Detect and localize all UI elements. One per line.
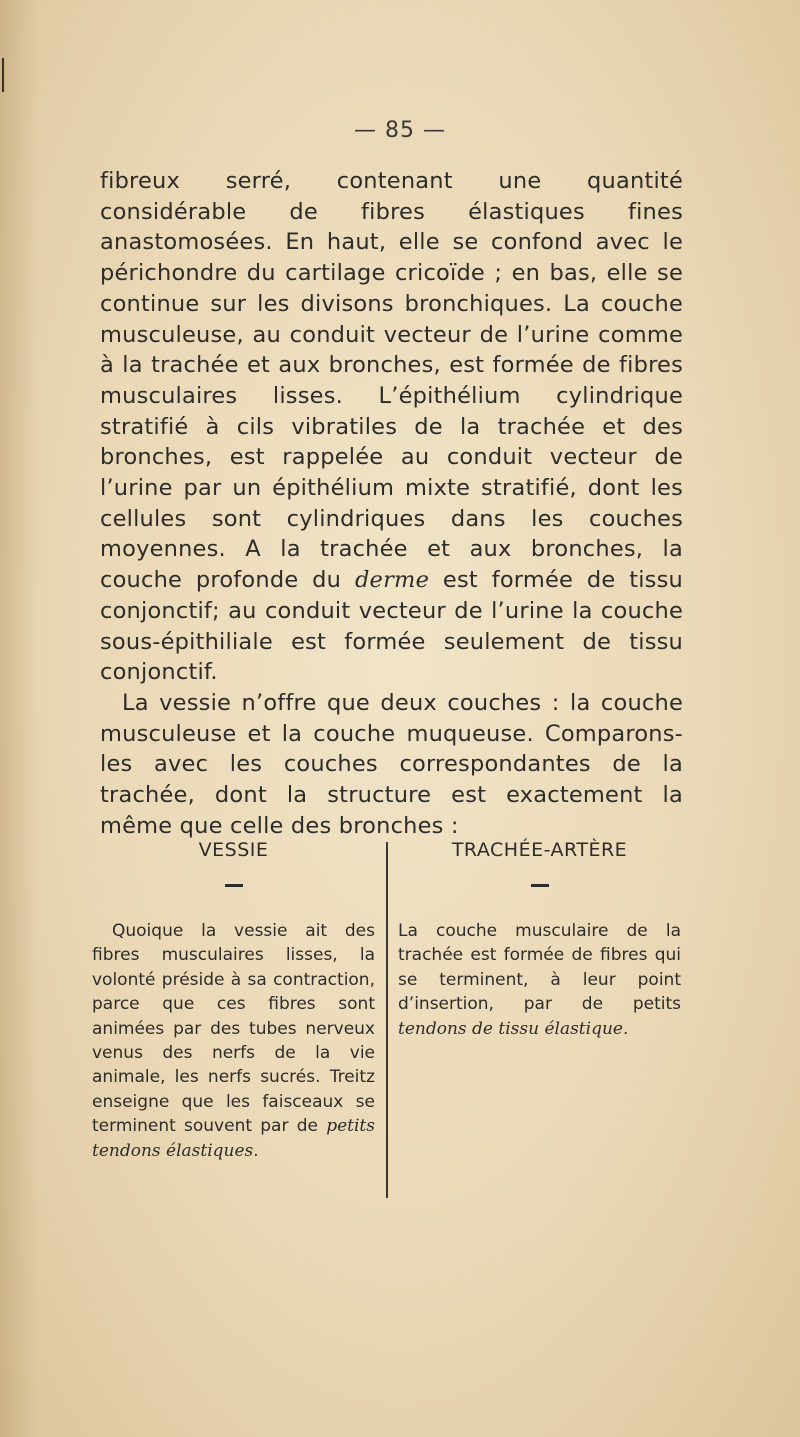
paragraph-2: La vessie n’offre que deux couches : la couche musculeuse et la couche muqueuse. Comparons-les avec les couches correspondantes de la trachée, dont la structure est exactement la même que celle des bronches : — [100, 689, 683, 839]
binding-mark — [2, 58, 4, 92]
column-text-vessie — [92, 919, 375, 1163]
column-text-vessie-end: . — [253, 1140, 259, 1161]
column-vessie — [92, 836, 375, 1163]
page-number: — 85 — — [354, 118, 446, 143]
column-divider — [386, 842, 388, 1198]
column-text-vessie-italic: petits tendons élastiques — [92, 1116, 375, 1161]
comparison-columns — [92, 836, 692, 1196]
paragraph-1-italic: derme — [354, 567, 430, 594]
column-trachee — [398, 836, 681, 1041]
main-text — [100, 166, 683, 841]
paragraph-1-end: est formée de tissu conjonctif; au conduit vecteur de l’urine la couche sous-épithiliale est formée seulement de tissu conjonctif. — [100, 567, 683, 686]
column-dash-trachee — [531, 884, 549, 887]
paragraph-1-text: fibreux serré, contenant une quantité considérable de fibres élastiques fines anastomosées. En haut, elle se confond avec le périchondre du cartilage cricoïde ; en bas, elle se continue sur les divisons bronchiques. La couche musculeuse, au conduit vecteur de l’urine comme à la trachée et aux bronches, est formée de fibres musculaires lisses. L’épithélium cylindrique stratifié à cils vibratiles de la trachée et des bronches, est rappelée au conduit vecteur de l’urine par un épithélium mixte stratifié, dont les cellules sont cylindriques dans les couches moyennes. A la trachée et aux bronches, la couche profonde du — [100, 168, 683, 594]
column-text-trachee — [398, 919, 681, 1041]
column-heading-trachee: TRACHÉE-ARTÈRE — [451, 839, 628, 861]
column-heading-vessie: VESSIE — [198, 839, 269, 861]
paragraph-1 — [100, 166, 683, 688]
column-dash-vessie — [225, 884, 243, 887]
page-edge-shadow — [0, 0, 38, 1437]
column-text-trachee-end: . — [622, 1018, 629, 1039]
column-text-vessie-body: Quoique la vessie ait des fibres musculaires lisses, la volonté préside à sa contraction, parce que ces fibres sont animées par des tubes nerveux venus des nerfs de la vie animale, les nerfs sucrés. Treitz enseigne que les faisceaux se terminent souvent par de — [92, 921, 375, 1137]
column-text-trachee-body: La couche musculaire de la trachée est formée de fibres qui se terminent, à leur point d’insertion, par de petits — [398, 921, 681, 1015]
column-text-trachee-italic: tendons de tissu élastique — [398, 1018, 623, 1039]
